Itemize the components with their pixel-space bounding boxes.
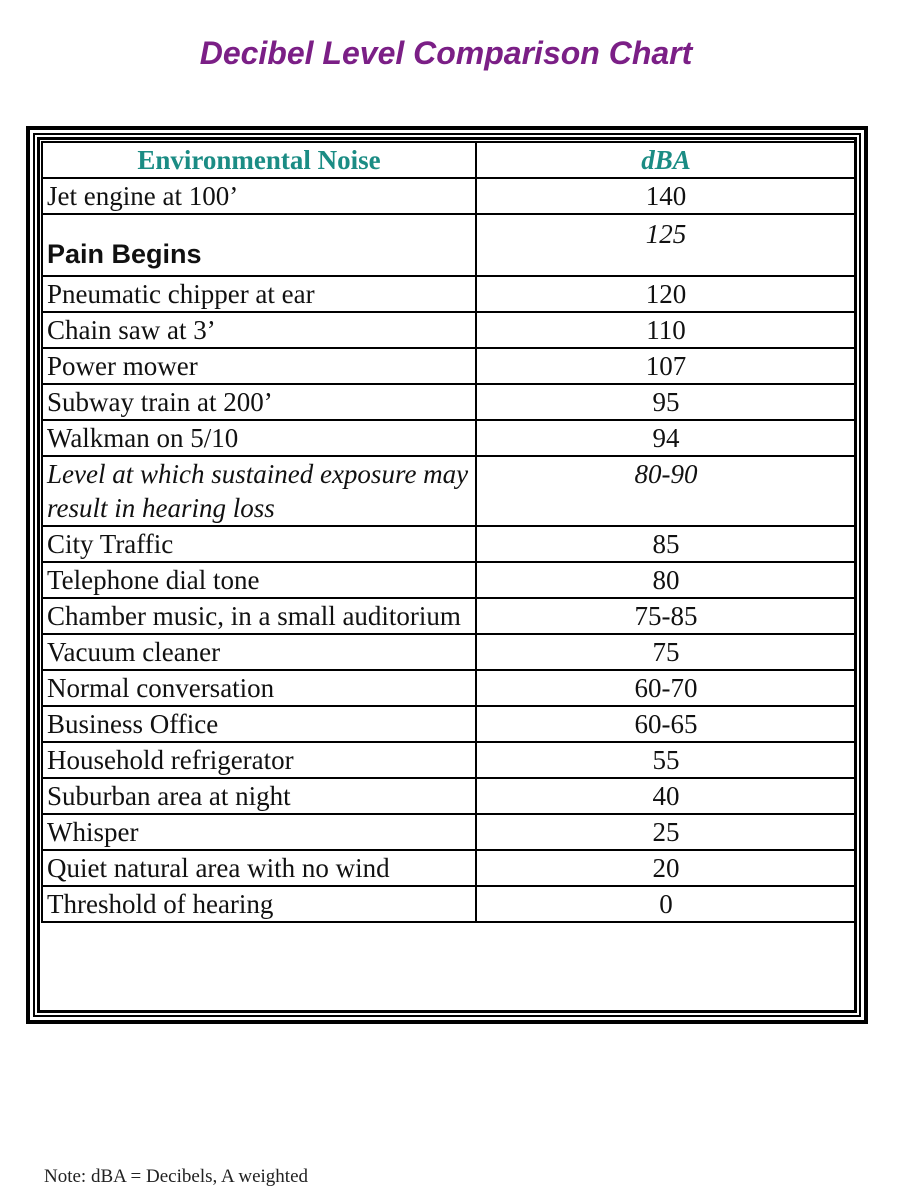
dba-value: 55 <box>476 742 856 778</box>
noise-source: Jet engine at 100’ <box>42 178 476 214</box>
table-row <box>42 312 856 348</box>
noise-source: Telephone dial tone <box>42 562 476 598</box>
dba-value: 80-90 <box>476 456 856 526</box>
dba-value: 85 <box>476 526 856 562</box>
noise-source: Threshold of hearing <box>42 886 476 922</box>
dba-value: 80 <box>476 562 856 598</box>
table-row-hearing-loss-threshold <box>42 456 856 526</box>
noise-source: Subway train at 200’ <box>42 384 476 420</box>
table-row <box>42 706 856 742</box>
table-row <box>42 562 856 598</box>
page-title: Decibel Level Comparison Chart <box>199 35 693 71</box>
noise-source: Level at which sustained exposure may result in hearing loss <box>42 456 476 526</box>
noise-source: Chamber music, in a small auditorium <box>42 598 476 634</box>
noise-source: Normal conversation <box>42 670 476 706</box>
noise-source: Suburban area at night <box>42 778 476 814</box>
column-header-noise: Environmental Noise <box>42 142 476 178</box>
table-row <box>42 178 856 214</box>
dba-value: 20 <box>476 850 856 886</box>
noise-source: Quiet natural area with no wind <box>42 850 476 886</box>
dba-value: 75-85 <box>476 598 856 634</box>
dba-value: 120 <box>476 276 856 312</box>
noise-source: Business Office <box>42 706 476 742</box>
dba-value: 94 <box>476 420 856 456</box>
table-row <box>42 742 856 778</box>
table-row <box>42 598 856 634</box>
table-row <box>42 276 856 312</box>
noise-source: Whisper <box>42 814 476 850</box>
table-row <box>42 778 856 814</box>
table-row <box>42 634 856 670</box>
table-row <box>42 420 856 456</box>
noise-source: Pain Begins <box>42 214 476 276</box>
noise-source: Vacuum cleaner <box>42 634 476 670</box>
noise-source: Chain saw at 3’ <box>42 312 476 348</box>
dba-value: 140 <box>476 178 856 214</box>
dba-value: 25 <box>476 814 856 850</box>
noise-source: Power mower <box>42 348 476 384</box>
dba-value: 0 <box>476 886 856 922</box>
noise-source: Walkman on 5/10 <box>42 420 476 456</box>
table-row <box>42 526 856 562</box>
dba-value: 95 <box>476 384 856 420</box>
dba-value: 40 <box>476 778 856 814</box>
dba-value: 110 <box>476 312 856 348</box>
dba-value: 60-70 <box>476 670 856 706</box>
table-row <box>42 814 856 850</box>
noise-source: Household refrigerator <box>42 742 476 778</box>
table-row <box>42 384 856 420</box>
table-header-row <box>42 142 856 178</box>
footnote: Note: dBA = Decibels, A weighted <box>44 1166 309 1187</box>
decibel-table <box>41 141 857 923</box>
dba-value: 75 <box>476 634 856 670</box>
dba-value: 107 <box>476 348 856 384</box>
dba-value: 125 <box>476 214 856 276</box>
dba-value: 60-65 <box>476 706 856 742</box>
noise-source: City Traffic <box>42 526 476 562</box>
table-row <box>42 670 856 706</box>
table-row <box>42 348 856 384</box>
noise-source: Pneumatic chipper at ear <box>42 276 476 312</box>
table-row <box>42 850 856 886</box>
column-header-dba: dBA <box>476 142 856 178</box>
table-row <box>42 886 856 922</box>
table-row-pain-begins <box>42 214 856 276</box>
